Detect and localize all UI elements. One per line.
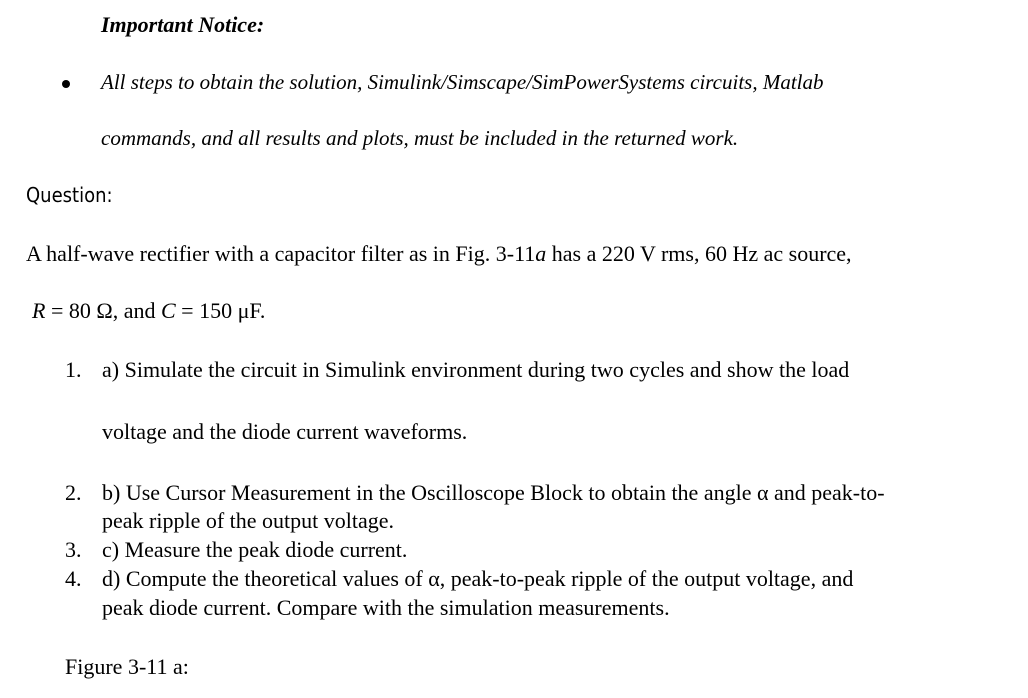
list-item-text-continued: voltage and the diode current waveforms. xyxy=(102,419,468,444)
question-line-1 xyxy=(26,241,852,267)
figure-caption: Figure 3-11 a: xyxy=(65,654,189,679)
question-heading: Question: xyxy=(26,183,113,207)
capacitance-symbol: C xyxy=(160,298,176,323)
bullet-dot-icon xyxy=(62,80,70,88)
figure-ref-italic: a xyxy=(535,241,547,266)
notice-title: Important Notice: xyxy=(101,12,265,37)
list-item-text: c) Measure the peak diode current. xyxy=(102,537,408,562)
notice-line-2: commands, and all results and plots, must be included in the returned work. xyxy=(101,126,739,150)
question-line-1-end: has a 220 V rms, 60 Hz ac source, xyxy=(546,241,852,266)
list-item-text: d) Compute the theoretical values of α, peak-to-peak ripple of the output voltage, and xyxy=(102,566,854,591)
list-item-text-continued: peak diode current. Compare with the simulation measurements. xyxy=(102,595,670,620)
list-item-text: a) Simulate the circuit in Simulink environment during two cycles and show the load xyxy=(102,357,850,382)
list-item-number: 1. xyxy=(65,357,82,382)
question-line-2-mid: = 80 Ω, and xyxy=(45,298,161,323)
list-item-text-continued: peak ripple of the output voltage. xyxy=(102,508,395,533)
question-line-1-text: A half-wave rectifier with a capacitor filter as in Fig. 3-11 xyxy=(26,241,536,266)
list-item-text: b) Use Cursor Measurement in the Oscilloscope Block to obtain the angle α and peak-to- xyxy=(102,480,885,505)
list-item-number: 4. xyxy=(65,566,82,591)
list-item-number: 2. xyxy=(65,480,82,505)
question-line-2 xyxy=(32,298,265,324)
notice-line-1: All steps to obtain the solution, Simulink/Simscape/SimPowerSystems circuits, Matlab xyxy=(101,70,824,94)
resistance-symbol: R xyxy=(32,298,46,323)
question-line-2-end: = 150 μF. xyxy=(175,298,266,323)
list-item-number: 3. xyxy=(65,537,82,562)
